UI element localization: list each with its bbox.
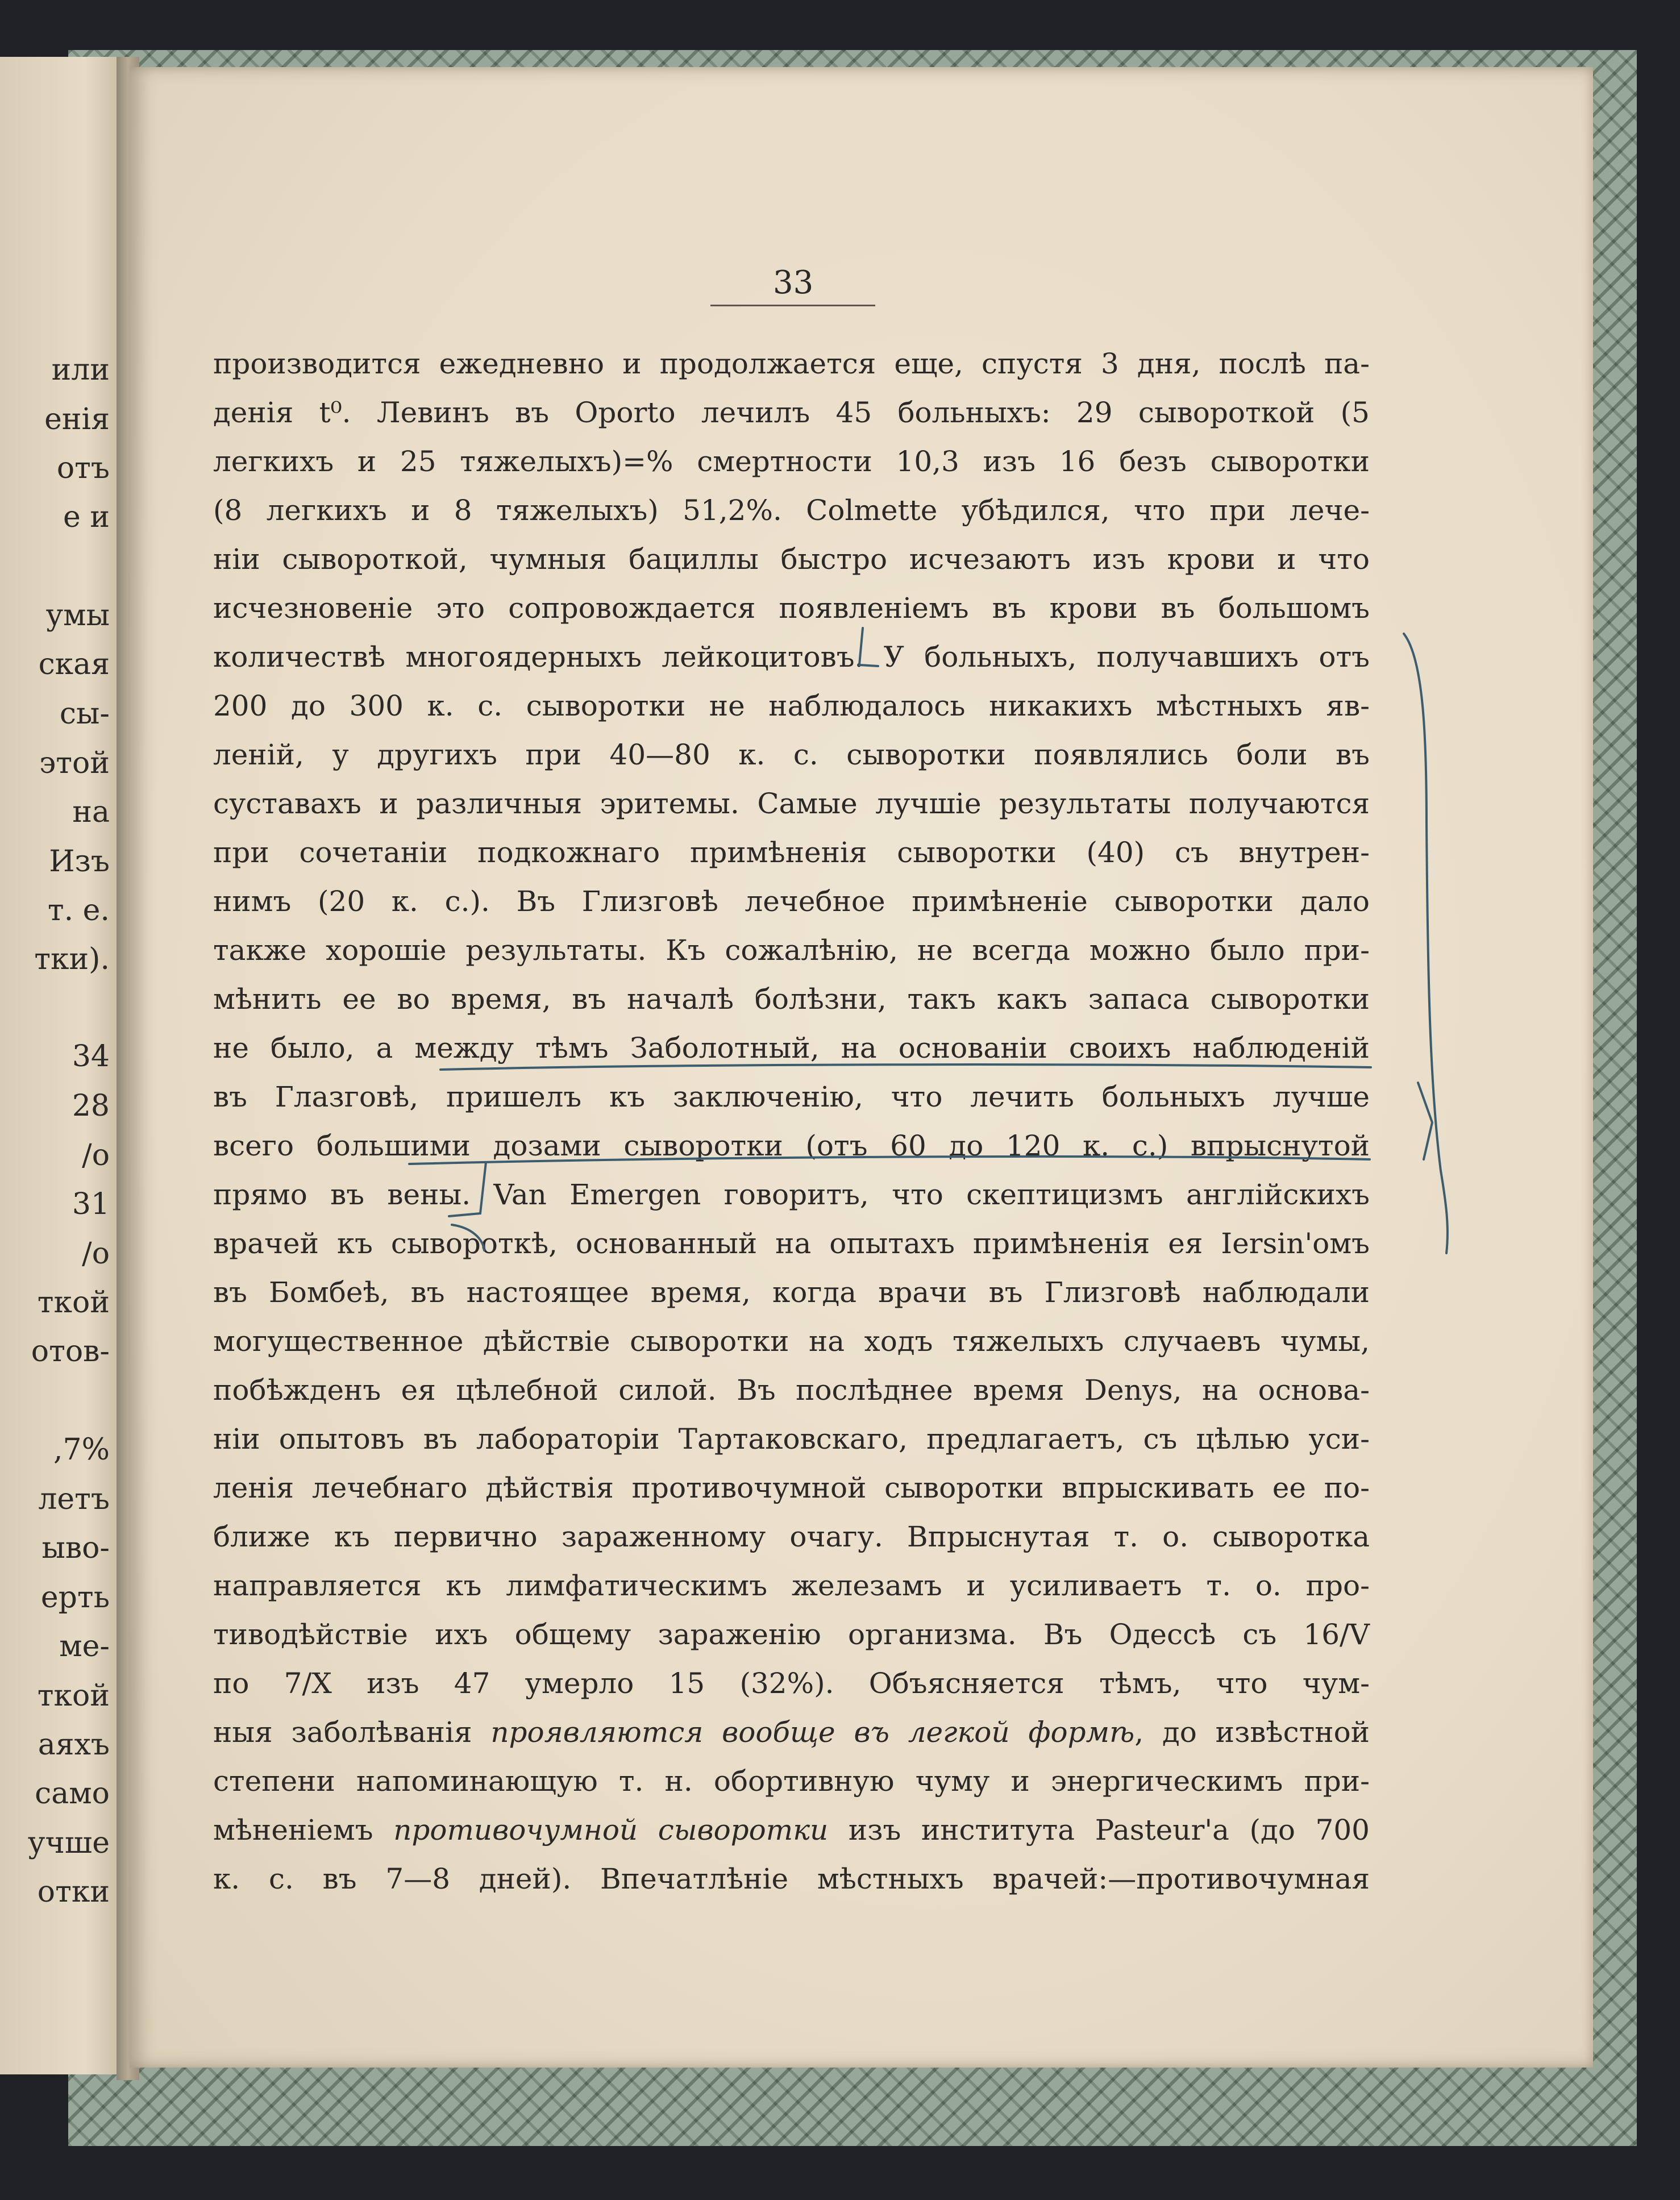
text-line: также хорошіе результаты. Къ сожалѣнію, не всегда можно было при-: [213, 934, 1370, 967]
left-page-line: ме-: [59, 1629, 110, 1663]
text-line: въ Глазговѣ, пришелъ къ заключенію, что лечить больныхъ лучше: [213, 1080, 1370, 1113]
left-page-line: /о: [82, 1138, 110, 1172]
left-page-line: этой: [39, 746, 110, 780]
page-number-rule: [710, 305, 875, 306]
text-line: исчезновеніе это сопровождается появленіемъ въ крови въ большомъ: [213, 592, 1370, 625]
left-page-line: /о: [82, 1237, 110, 1271]
text-line: тиводѣйствіе ихъ общему зараженію организма. Въ Одессѣ съ 16/V: [213, 1618, 1370, 1651]
text-line: прямо въ вены. Van Emergen говоритъ, что скептицизмъ англійскихъ: [213, 1178, 1370, 1211]
left-page-line: сы-: [59, 697, 110, 731]
left-page-line: ткой: [37, 1286, 110, 1320]
text-line: ленія лечебнаго дѣйствія противочумной сыворотки впрыскивать ее по-: [213, 1471, 1370, 1504]
text-line: направляется къ лимфатическимъ железамъ и усиливаетъ т. о. про-: [213, 1569, 1370, 1602]
page-number: 33: [773, 264, 814, 301]
text-line: всего большими дозами сыворотки (отъ 60 до 120 к. с.) впрыснутой: [213, 1129, 1370, 1162]
left-page-line: енія: [44, 402, 110, 436]
text-line: врачей къ сывороткѣ, основанный на опытахъ примѣненія ея Iersin'омъ: [213, 1227, 1370, 1260]
left-page-line: умы: [45, 598, 110, 633]
text-line: нимъ (20 к. с.). Въ Глизговѣ лечебное примѣненіе сыворотки дало: [213, 885, 1370, 918]
left-page-line: ерть: [40, 1581, 110, 1615]
left-page-line: само: [35, 1777, 110, 1811]
left-page-line: ская: [38, 647, 110, 681]
text-line: производится ежедневно и продолжается еще, спустя 3 дня, послѣ па-: [213, 347, 1370, 380]
text-line: побѣжденъ ея цѣлебной силой. Въ послѣднее время Denys, на основа-: [213, 1374, 1370, 1407]
text-line: денія t⁰. Левинъ въ Oporto лечилъ 45 больныхъ: 29 сывороткой (5: [213, 396, 1370, 429]
left-page-line: летъ: [38, 1482, 110, 1516]
left-page-line: е и: [63, 500, 110, 534]
text-line: ныя заболѣванія проявляются вообще въ легкой формѣ, до извѣстной: [213, 1716, 1370, 1749]
italic-phrase: проявляются вообще въ легкой формѣ: [490, 1716, 1135, 1749]
left-page-line: Изъ: [49, 845, 110, 879]
text-line: количествѣ многоядерныхъ лейкоцитовъ. У больныхъ, получавшихъ отъ: [213, 641, 1370, 673]
text-line: мѣнить ее во время, въ началѣ болѣзни, такъ какъ запаса сыворотки: [213, 983, 1370, 1016]
text-line: ніи сывороткой, чумныя бациллы быстро исчезаютъ изъ крови и что: [213, 543, 1370, 576]
left-page-line: ыво-: [41, 1531, 110, 1565]
text-line: леній, у другихъ при 40—80 к. с. сыворотки появлялись боли въ: [213, 738, 1370, 771]
text-line: могущественное дѣйствіе сыворотки на ходъ тяжелыхъ случаевъ чумы,: [213, 1325, 1370, 1358]
text-line: степени напоминающую т. н. обортивную чуму и энергическимъ при-: [213, 1765, 1370, 1798]
left-page-line: тки).: [34, 942, 110, 976]
text-line: въ Бомбеѣ, въ настоящее время, когда врачи въ Глизговѣ наблюдали: [213, 1276, 1370, 1309]
text-line: суставахъ и различныя эритемы. Самые лучшіе результаты получаются: [213, 787, 1370, 820]
left-page-line: т. е.: [47, 893, 110, 928]
text-line: ближе къ первично зараженному очагу. Впрыснутая т. о. сыворотка: [213, 1520, 1370, 1553]
text-line: легкихъ и 25 тяжелыхъ)=% смертности 10,3 изъ 16 безъ сыворотки: [213, 445, 1370, 478]
left-page-line: или: [51, 353, 110, 387]
left-page-line: 34: [72, 1039, 110, 1074]
left-page: [0, 57, 122, 2074]
left-page-line: учше: [27, 1826, 110, 1860]
left-page-line: ткой: [37, 1679, 110, 1713]
left-page-line: 28: [72, 1089, 110, 1123]
text-line: 200 до 300 к. с. сыворотки не наблюдалось никакихъ мѣстныхъ яв-: [213, 689, 1370, 722]
text-line: ніи опытовъ въ лабораторіи Тартаковскаго, предлагаетъ, съ цѣлью уси-: [213, 1423, 1370, 1455]
italic-phrase: противочумной сыворотки: [393, 1814, 829, 1846]
text-line: (8 легкихъ и 8 тяжелыхъ) 51,2%. Colmette убѣдился, что при лече-: [213, 494, 1370, 527]
left-page-line: отъ: [56, 451, 110, 485]
left-page-line: ,7%: [53, 1433, 110, 1467]
left-page-line: отки: [37, 1875, 110, 1909]
left-page-line: аяхъ: [38, 1728, 110, 1762]
text-line: мѣненіемъ противочумной сыворотки изъ института Pasteur'а (до 700: [213, 1814, 1370, 1846]
left-page-line: 31: [72, 1187, 110, 1221]
text-line: не было, а между тѣмъ Заболотный, на основаніи своихъ наблюденій: [213, 1032, 1370, 1064]
left-page-line: отов-: [31, 1334, 110, 1369]
left-page-line: на: [72, 795, 110, 829]
text-line: по 7/X изъ 47 умерло 15 (32%). Объясняется тѣмъ, что чум-: [213, 1667, 1370, 1700]
text-line: к. с. въ 7—8 дней). Впечатлѣніе мѣстныхъ врачей:—противочумная: [213, 1862, 1370, 1895]
text-line: при сочетаніи подкожнаго примѣненія сыворотки (40) съ внутрен-: [213, 836, 1370, 869]
